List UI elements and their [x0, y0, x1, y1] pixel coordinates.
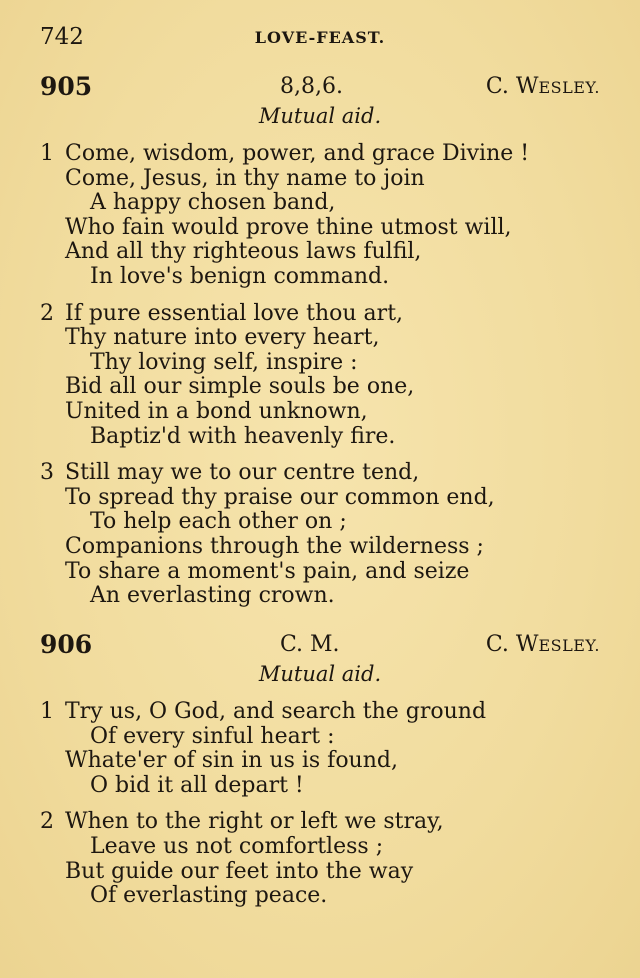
- author-surname: ESLEY.: [538, 78, 600, 97]
- verse-line: To spread thy praise our common end,: [65, 484, 495, 510]
- verse-line: Whate'er of sin in us is found,: [65, 748, 398, 774]
- stanza: [40, 810, 600, 908]
- verse-line: Companions through the wilderness ;: [65, 533, 484, 559]
- stanza-number: 2: [40, 809, 54, 835]
- hymn-author: [486, 632, 600, 657]
- verse-line: United in a bond unknown,: [65, 398, 368, 424]
- verse-line: Thy nature into every heart,: [65, 325, 380, 351]
- verse-line: [40, 700, 600, 725]
- verse-line: [40, 142, 600, 167]
- verse-line: To help each other on ;: [90, 509, 347, 535]
- verse-line: [40, 810, 600, 835]
- running-head: [40, 24, 600, 54]
- verse-line: O bid it all depart !: [90, 772, 304, 798]
- hymn-subtitle: Mutual aid.: [258, 104, 382, 128]
- line-text: Still may we to our centre tend,: [65, 460, 420, 486]
- section-title: LOVE-FEAST.: [254, 28, 386, 47]
- verse-line: Of every sinful heart :: [90, 723, 335, 749]
- verse-line: Thy loving self, inspire :: [90, 349, 358, 375]
- line-text: Come, wisdom, power, and grace Divine !: [65, 141, 530, 166]
- hymn-number: 905: [40, 72, 93, 101]
- verse-line: But guide our feet into the way: [65, 858, 414, 884]
- verse-line: Leave us not comfortless ;: [90, 833, 384, 859]
- line-text: Try us, O God, and search the ground: [65, 699, 487, 724]
- hymn-906: [40, 630, 600, 921]
- line-text: When to the right or left we stray,: [65, 809, 444, 835]
- hymn-header: [40, 630, 600, 662]
- verse-line: And all thy righteous laws fulfil,: [65, 239, 422, 265]
- hymn-header: [40, 72, 600, 104]
- author-initial: C. W: [485, 632, 539, 657]
- stanza-number: 3: [40, 460, 54, 486]
- hymn-905: [40, 72, 600, 621]
- verse-line: Bid all our simple souls be one,: [65, 374, 415, 400]
- verse-line: A happy chosen band,: [90, 190, 336, 216]
- verse-line: [40, 461, 600, 486]
- verse-line: Who fain would prove thine utmost will,: [65, 214, 512, 240]
- hymn-number: 906: [40, 630, 93, 659]
- verse-line: An everlasting crown.: [90, 583, 335, 609]
- stanza-number: 1: [40, 699, 54, 724]
- stanza: [40, 302, 600, 450]
- verse-line: [40, 302, 600, 327]
- hymn-meter: 8,8,6.: [280, 74, 343, 99]
- verse-line: In love's benign command.: [90, 263, 390, 289]
- line-text: If pure essential love thou art,: [65, 300, 404, 326]
- stanza: [40, 461, 600, 609]
- stanza-number: 2: [40, 300, 54, 326]
- author-surname: ESLEY.: [538, 636, 600, 655]
- verse-line: Baptiz'd with heavenly fire.: [90, 423, 396, 449]
- stanza: [40, 700, 600, 798]
- stanza-number: 1: [40, 141, 54, 166]
- hymn-subtitle: Mutual aid.: [258, 662, 382, 686]
- hymn-meter: C. M.: [280, 632, 340, 657]
- author-initial: C. W: [485, 74, 539, 99]
- verse-line: Come, Jesus, in thy name to join: [65, 165, 425, 191]
- page-number: 742: [40, 24, 84, 50]
- verse-line: To share a moment's pain, and seize: [65, 558, 470, 584]
- verse-line: Of everlasting peace.: [90, 883, 328, 909]
- hymn-author: [486, 74, 600, 99]
- stanza: [40, 142, 600, 290]
